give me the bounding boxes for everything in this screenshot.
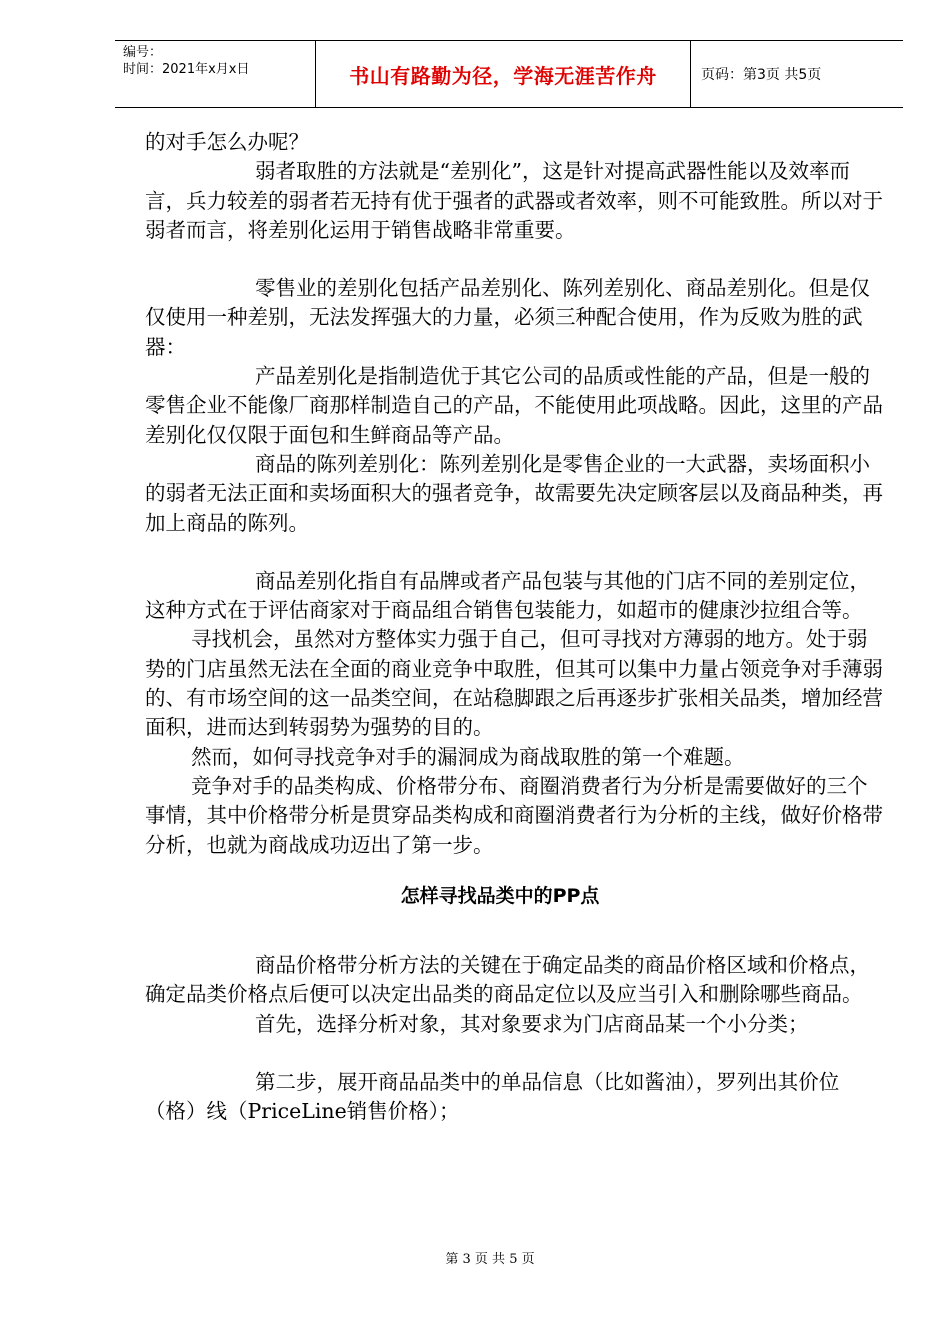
paragraph: 寻找机会，虽然对方整体实力强于自己，但可寻找对方薄弱的地方。处于弱势的门店虽然无法在全面的商业竞争中取胜，但其可以集中力量占领竞争对手薄弱的、有市场空间的这一品类空间，在站稳脚跟之后再逐步扩张相关品类，增加经营面积，进而达到转弱势为强势的目的。	[145, 627, 883, 740]
paragraph: 第二步，展开商品品类中的单品信息（比如酱油），罗列出其价位（格）线（PriceLine销售价格）；	[145, 1070, 840, 1124]
paragraph: 首先，选择分析对象，其对象要求为门店商品某一个小分类；	[255, 1011, 809, 1036]
header-meta	[115, 41, 316, 107]
page-footer: 第 3 页 共 5 页	[445, 1252, 535, 1267]
paragraph: 零售业的差别化包括产品差别化、陈列差别化、商品差别化。但是仅仅使用一种差别，无法发挥强大的力量，必须三种配合使用，作为反败为胜的武器：	[145, 276, 870, 359]
paragraph: 竞争对手的品类构成、价格带分布、商圈消费者行为分析是需要做好的三个事情，其中价格带分析是贯穿品类构成和商圈消费者行为分析的主线，做好价格带分析，也就为商战成功迈出了第一步。	[145, 773, 883, 857]
paragraph: 商品的陈列差别化：陈列差别化是零售企业的一大武器，卖场面积小的弱者无法正面和卖场面积大的强者竞争，故需要先决定顾客层以及商品种类，再加上商品的陈列。	[145, 451, 883, 535]
paragraph: 商品价格带分析方法的关键在于确定品类的商品价格区域和价格点，确定品类价格点后便可以决定出品类的商品定位以及应当引入和删除哪些商品。	[145, 953, 870, 1007]
document-body	[145, 128, 885, 1127]
paragraph: 然而，如何寻找竞争对手的漏洞成为商战取胜的第一个难题。	[191, 744, 745, 769]
header-motto: 书山有路勤为径，学海无涯苦作舟	[316, 41, 691, 107]
header-page-number: 页码：第3页 共5页	[701, 67, 822, 83]
section-heading: 怎样寻找品类中的PP点	[400, 884, 600, 907]
paragraph: 的对手怎么办呢？	[145, 130, 309, 154]
paragraph: 产品差别化是指制造优于其它公司的品质或性能的产品，但是一般的零售企业不能像厂商那样制造自己的产品，不能使用此项战略。因此，这里的产品差别化仅仅限于面包和生鲜商品等产品。	[145, 364, 883, 447]
page-header	[115, 40, 903, 108]
document-time: 时间：2021年x月x日	[123, 62, 250, 77]
paragraph: 弱者取胜的方法就是“差别化”，这是针对提高武器性能以及效率而言，兵力较差的弱者若无持有优于强者的武器或者效率，则不可能致胜。所以对于弱者而言，将差别化运用于销售战略非常重要。	[145, 159, 883, 242]
paragraph: 商品差别化指自有品牌或者产品包装与其他的门店不同的差别定位，这种方式在于评估商家对于商品组合销售包装能力，如超市的健康沙拉组合等。	[145, 568, 870, 623]
document-number: 编号：	[123, 45, 163, 60]
